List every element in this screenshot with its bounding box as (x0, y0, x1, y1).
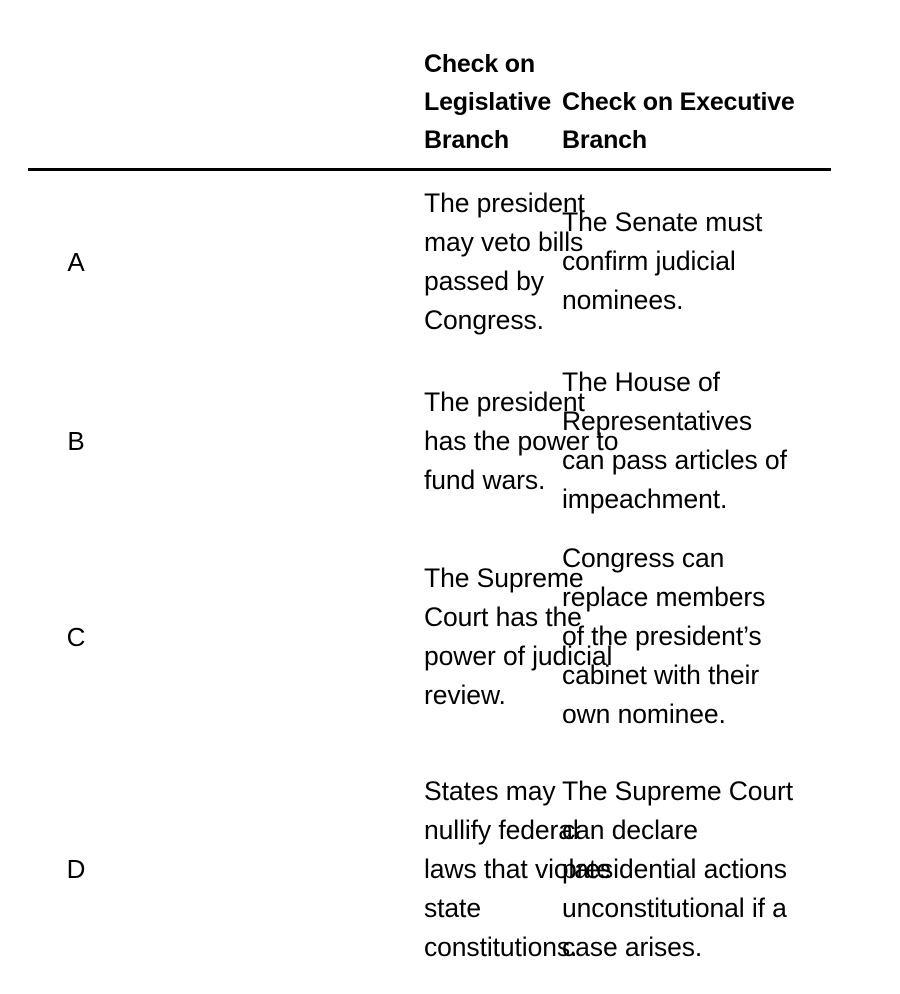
cell-a-legislative-text: The president may veto bills passed by Congress. (424, 187, 585, 335)
cell-b-executive (538, 353, 831, 529)
header-row (28, 0, 831, 169)
cell-c-executive (538, 529, 831, 744)
cell-c-legislative-text: The Supreme Court has the power of judicial review. (424, 562, 613, 710)
table-row (28, 169, 831, 353)
row-label-b: B (67, 426, 85, 456)
table-row (28, 529, 831, 744)
cell-d-legislative-text: States may nullify federal laws that violate state constitutions. (424, 775, 611, 962)
table-header (28, 0, 831, 169)
row-label-d: D (66, 854, 86, 884)
cell-b-legislative-text: The president has the power to fund wars. (424, 386, 619, 495)
column-header-blank-label (28, 159, 226, 168)
column-header-legislative-label: Check on Legislative Branch (424, 49, 552, 154)
column-header-check-on-executive-branch (538, 0, 831, 169)
column-header-blank (28, 0, 226, 169)
table-body (28, 169, 831, 994)
column-header-check-on-legislative-branch (226, 0, 552, 169)
cell-d-executive-text: The Supreme Court can declare presidential actions unconstitutional if a case arises. (562, 775, 794, 962)
cell-a-executive-text: The Senate must confirm judicial nominees. (562, 207, 763, 316)
cell-b-executive-text: The House of Representatives can pass articles of impeachment. (562, 367, 787, 514)
cell-d-legislative (226, 744, 611, 994)
cell-c-legislative (226, 529, 613, 744)
cell-c-executive-text: Congress can replace members of the president’s cabinet with their own nominee. (562, 543, 766, 729)
row-label-c: C (66, 621, 86, 652)
row-label-a: A (67, 246, 85, 277)
cell-d-executive (538, 744, 831, 994)
table-row (28, 353, 831, 529)
table-row (28, 744, 831, 994)
cell-a-legislative (226, 169, 585, 353)
column-header-executive-label: Check on Executive Branch (562, 87, 795, 154)
comparison-table (28, 0, 831, 994)
cell-b-legislative (226, 353, 619, 529)
